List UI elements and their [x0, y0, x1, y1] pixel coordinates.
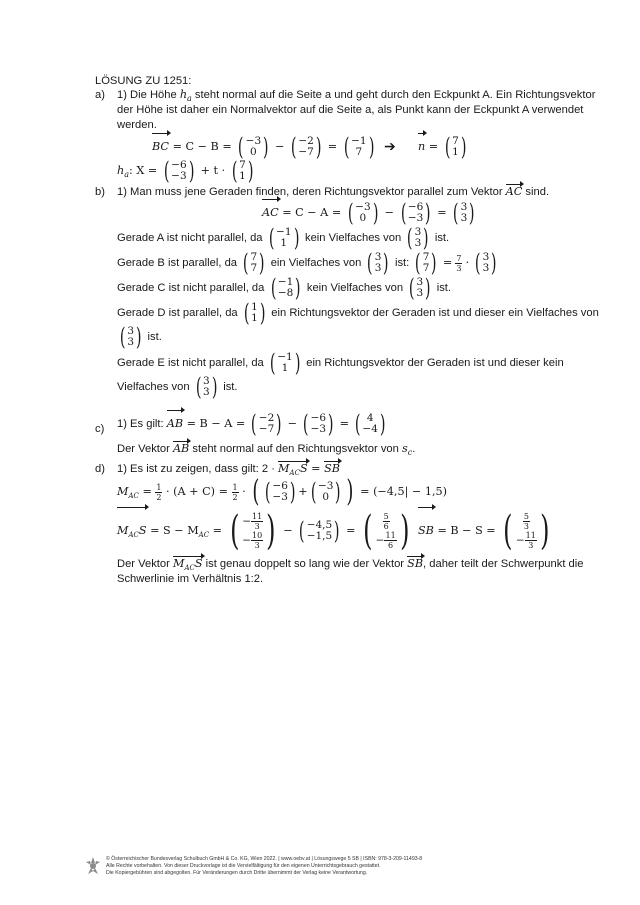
part-c-line2: Der Vektor AB steht normal auf den Richtungsvektor von $s_c$.	[117, 442, 416, 458]
gerade-e-line: Gerade E ist nicht parallel, da ( −1 1 ) ein Richtungsvektor der Geraden ist und dieser kein	[117, 349, 564, 378]
publisher-logo-icon	[84, 855, 102, 877]
ac-equation: AC = C − A = ( −3 0 ) − ( −6 −3 ) = ( 3 3 )	[262, 199, 475, 227]
gerade-e-line2: Vielfaches von ( 3 3 ) ist.	[117, 373, 238, 402]
part-a-line1: 1) Die Höhe $h_a$ steht normal auf die Seite a und geht durch den Eckpunkt A. Ein Richtungsvektor	[117, 88, 596, 104]
page-title: LÖSUNG ZU 1251:	[95, 75, 192, 87]
part-c-label: c)	[95, 423, 105, 435]
arrow-icon: ➔	[384, 138, 396, 154]
part-b-label: b)	[95, 186, 105, 198]
gerade-c-line: Gerade C ist nicht parallel, da ( −1 −8 ) kein Vielfaches von ( 3 3 ) ist.	[117, 274, 451, 303]
ha-equation: $h_a$: X = ( −6 −3 ) + t · ( 7 1 )	[117, 157, 254, 185]
footer-copyright: © Österreichischer Bundesverlag Schulbuch GmbH & Co. KG, Wien 2022. | www.oebv.at | Lösungswege 5 SB | ISBN: 978-3-209-11493-8	[106, 856, 423, 862]
mac-equation: $M_{AC}$ = $\frac{1}{2}$ · (A + C) = $\frac{1}{2}$ · ( ( −6 −3 ) + ( −3 0 ) ) = (−4,5| − 1,5)	[117, 474, 448, 509]
n-vector: n = ( 7 1 )	[418, 133, 467, 161]
part-a-label: a)	[95, 89, 105, 101]
footer-disclaimer: Die Kopiergebühren sind abgegolten. Für Veränderungen durch Dritte übernimmt der Verlag keine Verantwortung.	[106, 870, 368, 876]
part-a-line3: werden.	[117, 119, 157, 131]
part-d-final-line2: Schwerlinie im Verhältnis 1:2.	[117, 573, 264, 585]
part-a-line2: der Höhe ist daher ein Normalvektor auf die Seite a, als Punkt kann der Eckpunkt A verwendet	[117, 104, 584, 116]
gerade-a-line: Gerade A ist nicht parallel, da ( −1 1 ) kein Vielfaches von ( 3 3 ) ist.	[117, 224, 450, 253]
ab-equation: 1) Es gilt: AB = B − A = ( −2 −7 ) − ( −6 −3 ) = ( 4 −4 )	[117, 410, 386, 439]
part-d-label: d)	[95, 463, 105, 475]
sb-equation: SB = B − S = ( $\frac{5}{3}$ − $\frac{11}{3}$ )	[418, 508, 550, 554]
part-d-final-line1: Der Vektor $M_{AC}S$ ist genau doppelt so lang wie der Vektor SB, daher teilt der Schwerpunkt die	[117, 557, 584, 575]
macs-equation: $M_{AC}S = S - M_{AC}$ = ( − $\frac{11}{3}$ − $\frac{10}{3}$ ) − ( −4,5 −1,5 ) = ( $\frac{5}{6}$ − $\frac{11}{6}$ )	[117, 508, 413, 558]
gerade-b-line: Gerade B ist parallel, da ( 7 7 ) ein Vielfaches von ( 3 3 ) ist: ( 7 7 ) = $\frac{7}{3}$ · ( 3 3 )	[117, 249, 497, 278]
gerade-d-line: Gerade D ist parallel, da ( 1 1 ) ein Richtungsvektor der Geraden ist und dieser ein Vielfaches von	[117, 299, 599, 328]
bc-equation: BC = C − B = ( −3 0 ) − ( −2 −7 ) = ( −1 7 )	[152, 133, 375, 161]
part-d-line1: 1) Es ist zu zeigen, dass gilt: $2 \cdot M_{AC}S$ = SB	[117, 462, 340, 480]
part-b-line1: 1) Man muss jene Geraden finden, deren Richtungsvektor parallel zum Vektor AC sind.	[117, 185, 550, 198]
footer-rights: Alle Rechte vorbehalten. Von dieser Druckvorlage ist die Vervielfältigung für den eigenen Unterrichtsgebrauch gestattet.	[106, 863, 381, 869]
gerade-d-line2: ( 3 3 ) ist.	[119, 323, 162, 352]
